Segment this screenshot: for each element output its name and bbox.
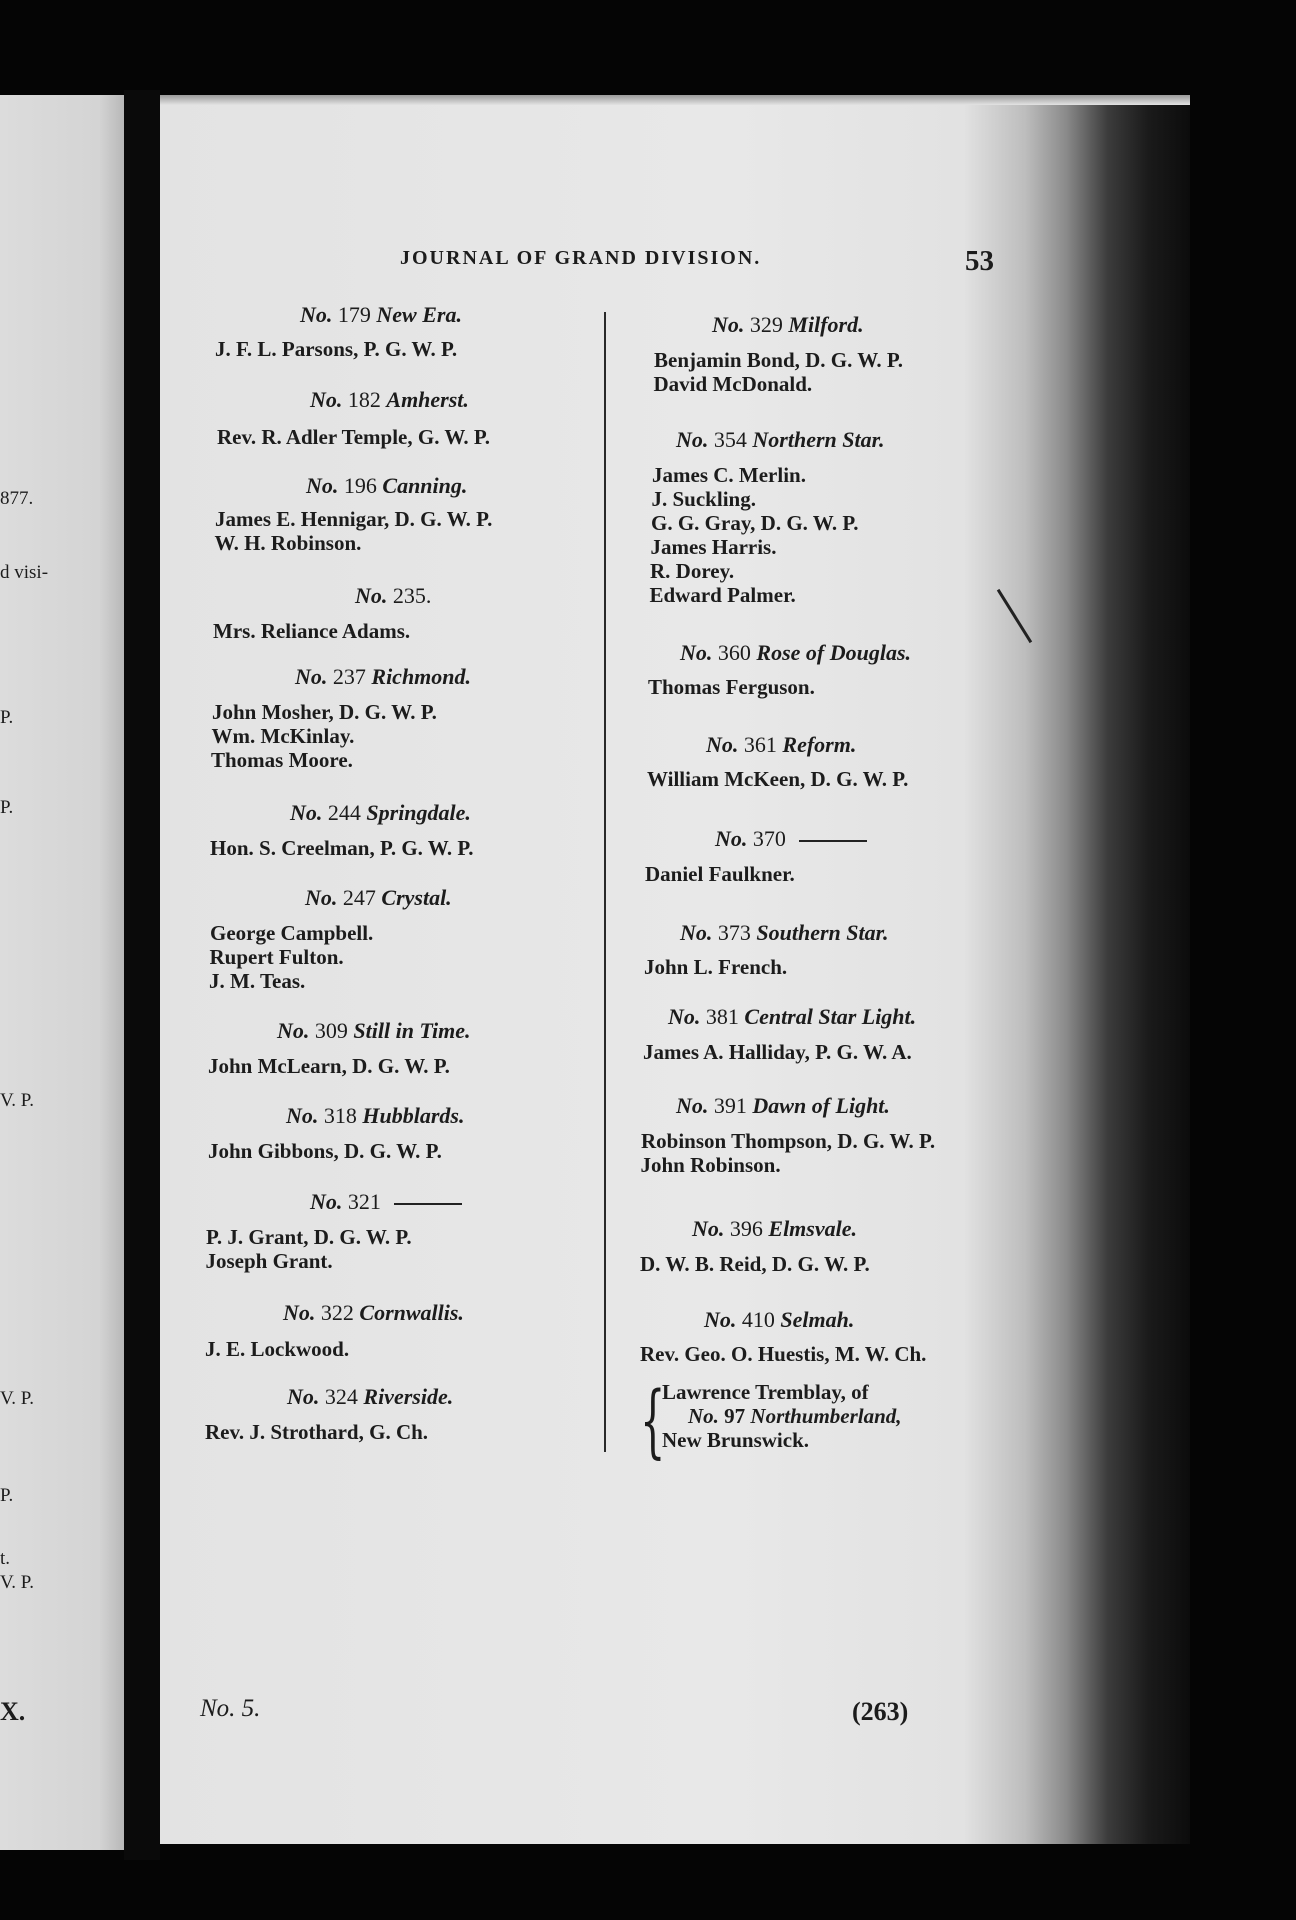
division-number: 321 [342,1189,387,1214]
member-name: J. M. Teas. [209,969,306,993]
division-name: Cornwallis. [359,1300,464,1325]
brace-mark: { [640,1374,666,1467]
division-no-label: No. [295,664,328,689]
division-name: Riverside. [363,1384,454,1409]
division-no-label: No. [290,800,323,825]
division-no-label: No. [277,1018,310,1043]
visitor-note-division: Northumberland, [750,1404,902,1428]
member-name: W. H. Robinson. [214,531,362,555]
division-heading [712,312,864,338]
division-number: 237 [327,664,372,689]
sheet-number: (263) [852,1697,909,1726]
left-fragment: X. [0,1697,26,1726]
division-number: 179 [332,302,377,327]
left-fragment: P. [0,797,14,818]
visitor-note-no: No. [688,1404,719,1428]
visitor-note-line3: New Brunswick. [662,1428,810,1452]
division-number: 322 [315,1300,360,1325]
member-name: R. Dorey. [650,559,735,583]
division-no-label: No. [680,640,713,665]
division-heading [286,1103,464,1129]
left-fragment: V. P. [0,1388,34,1409]
page-number: 53 [965,245,994,277]
division-name: Hubblards. [362,1103,465,1128]
member-name: John McLearn, D. G. W. P. [208,1054,450,1078]
member-name: Daniel Faulkner. [645,862,795,886]
column-rule [604,312,606,1452]
left-fragment: P. [0,707,14,728]
division-no-label: No. [676,1093,709,1118]
division-heading [295,664,471,690]
member-name: Hon. S. Creelman, P. G. W. P. [210,836,474,860]
member-name: G. G. Gray, D. G. W. P. [651,511,859,535]
division-name: Milford. [788,312,864,337]
blank-name-dash [394,1203,462,1205]
member-name: Rev. R. Adler Temple, G. W. P. [217,425,491,449]
division-no-label: No. [712,312,745,337]
division-name: Elmsvale. [768,1216,857,1241]
left-facing-page [0,95,124,1850]
visitor-note-line2 [688,1404,902,1429]
member-name: Rev. J. Strothard, G. Ch. [205,1420,429,1444]
division-number: 244 [322,800,367,825]
division-number: 324 [319,1384,364,1409]
division-number: 318 [318,1103,363,1128]
division-heading [706,732,856,758]
division-name: Central Star Light. [744,1004,917,1029]
division-heading [310,1189,462,1215]
blank-name-dash [799,840,867,842]
division-heading [692,1216,857,1242]
division-heading [704,1307,854,1333]
division-no-label: No. [310,1189,343,1214]
division-no-label: No. [300,302,333,327]
division-number: 329 [744,312,789,337]
division-heading [668,1004,916,1030]
division-number: 182 [342,387,387,412]
page-edge-shadow [160,95,1190,105]
division-heading [283,1300,464,1326]
division-number: 309 [309,1018,354,1043]
division-no-label: No. [692,1216,725,1241]
division-heading [310,387,469,413]
member-name: James A. Halliday, P. G. W. A. [643,1040,912,1064]
division-heading [277,1018,471,1044]
division-name: Amherst. [386,387,469,412]
division-name: Richmond. [371,664,472,689]
division-no-label: No. [287,1384,320,1409]
division-no-label: No. [715,826,748,851]
division-heading [305,885,452,911]
member-name: J. Suckling. [651,487,756,511]
left-fragment: P. [0,1485,14,1506]
member-name: William McKeen, D. G. W. P. [647,767,909,791]
division-no-label: No. [306,473,339,498]
division-name: Rose of Douglas. [756,640,912,665]
member-name: John L. French. [644,955,788,979]
division-heading [680,640,911,666]
member-name: Joseph Grant. [205,1249,333,1273]
division-heading [300,302,462,328]
division-no-label: No. [355,583,388,608]
division-number: 247 [337,885,382,910]
division-heading [715,826,867,852]
member-name: Robinson Thompson, D. G. W. P. [641,1129,936,1153]
member-name: Mrs. Reliance Adams. [213,619,411,643]
division-no-label: No. [704,1307,737,1332]
member-name: Thomas Moore. [211,748,353,772]
member-name: Rev. Geo. O. Huestis, M. W. Ch. [640,1342,927,1366]
division-name: Selmah. [780,1307,855,1332]
division-name: Crystal. [381,885,452,910]
division-name: Canning. [382,473,468,498]
member-name: Wm. McKinlay. [211,724,355,748]
division-no-label: No. [676,427,709,452]
left-fragment: t. [0,1548,11,1569]
division-number: 361 [738,732,783,757]
running-title: JOURNAL OF GRAND DIVISION. [400,247,762,269]
division-heading [676,1093,890,1119]
visitor-note-num: 97 [724,1404,746,1428]
member-name: George Campbell. [210,921,374,945]
division-no-label: No. [310,387,343,412]
member-name: P. J. Grant, D. G. W. P. [206,1225,412,1249]
division-no-label: No. [283,1300,316,1325]
division-no-label: No. [286,1103,319,1128]
division-no-label: No. [305,885,338,910]
division-heading [306,473,467,499]
member-name: John Robinson. [640,1153,781,1177]
left-fragment: V. P. [0,1090,34,1111]
division-heading [287,1384,453,1410]
member-name: James E. Hennigar, D. G. W. P. [215,507,493,531]
left-fragment: V. P. [0,1572,34,1593]
member-name: Benjamin Bond, D. G. W. P. [654,348,903,372]
left-fragment: 877. [0,488,34,509]
division-no-label: No. [680,920,713,945]
division-number: 196 [338,473,383,498]
member-name: John Mosher, D. G. W. P. [212,700,437,724]
member-name: John Gibbons, D. G. W. P. [208,1139,442,1163]
division-name: Dawn of Light. [752,1093,890,1118]
visitor-note-line1: Lawrence Tremblay, of [662,1380,869,1404]
division-number: 396 [724,1216,769,1241]
division-name: Southern Star. [756,920,889,945]
division-heading [680,920,888,946]
division-number: 370 [747,826,792,851]
book-gutter [124,90,160,1860]
division-heading [355,583,431,609]
member-name: David McDonald. [653,372,813,396]
member-name: J. E. Lockwood. [205,1337,350,1361]
division-heading [676,427,884,453]
member-name: James Harris. [650,535,777,559]
division-number: 410 [736,1307,781,1332]
division-number: 354 [708,427,753,452]
division-name: Reform. [782,732,857,757]
division-number: 381 [700,1004,745,1029]
division-number: 235. [387,583,432,608]
division-no-label: No. [668,1004,701,1029]
member-name: Thomas Ferguson. [648,675,815,699]
division-name: Still in Time. [353,1018,471,1043]
division-heading [290,800,471,826]
division-number: 373 [712,920,757,945]
member-name: Rupert Fulton. [209,945,344,969]
member-name: D. W. B. Reid, D. G. W. P. [640,1252,870,1276]
division-name: Springdale. [366,800,471,825]
member-name: J. F. L. Parsons, P. G. W. P. [215,337,458,361]
division-number: 360 [712,640,757,665]
division-name: New Era. [376,302,462,327]
member-name: James C. Merlin. [652,463,806,487]
division-no-label: No. [706,732,739,757]
signature-mark: No. 5. [200,1695,261,1722]
left-fragment: d visi- [0,562,49,583]
division-number: 391 [708,1093,753,1118]
member-name: Edward Palmer. [649,583,796,607]
division-name: Northern Star. [752,427,885,452]
